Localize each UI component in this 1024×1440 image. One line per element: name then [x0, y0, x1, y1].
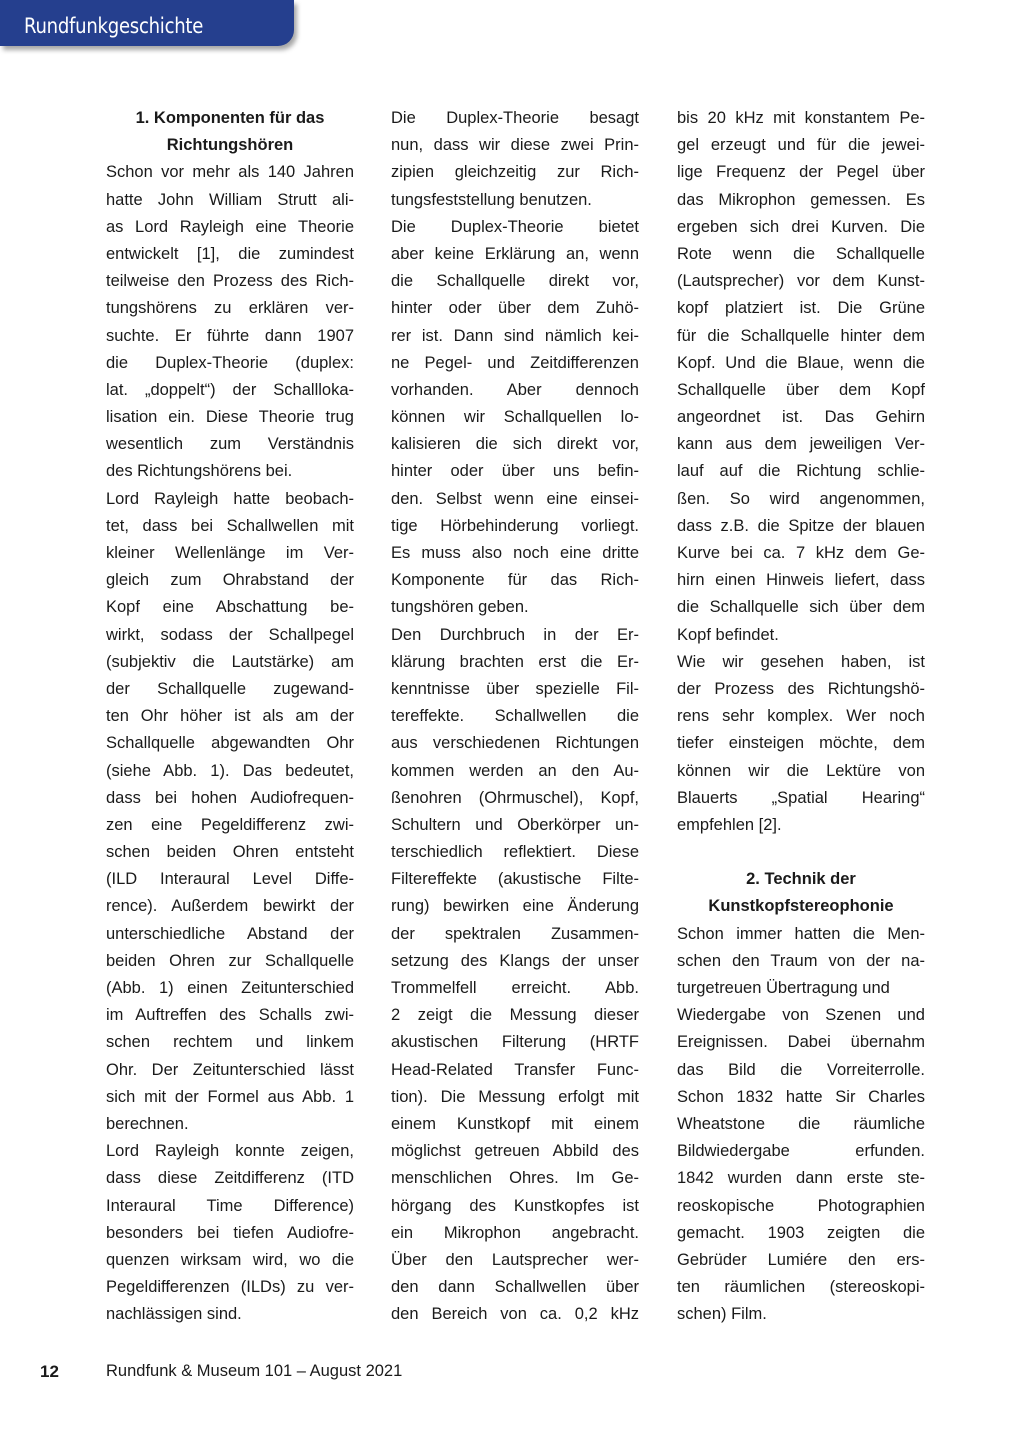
text-line: bis 20 kHz mit konstantem Pe- — [677, 109, 925, 127]
text-line: ßenohren (Ohrmuschel), Kopf, — [391, 788, 639, 807]
text-line: Kopf. Und die Blaue, wenn die — [677, 353, 925, 372]
text-line: tige Hörbehinderung vorliegt. — [391, 516, 639, 535]
text-line: hinter oder über uns befin- — [391, 462, 639, 481]
text-line: terschiedlich reflektiert. Diese — [391, 843, 639, 862]
text-line: tet, dass bei Schallwellen mit — [106, 516, 354, 535]
page-number: 12 — [40, 1362, 59, 1381]
text-line: rens sehr komplex. Wer noch — [677, 707, 925, 726]
text-line: (ILD Interaural Level Diffe- — [106, 870, 354, 889]
text-line: schen beiden Ohren entsteht — [106, 843, 354, 862]
publication-info: Rundfunk & Museum 101 – August 2021 — [106, 1362, 403, 1380]
text-line: as Lord Rayleigh eine Theorie — [106, 217, 354, 236]
text-line: gemacht. 1903 zeigten die — [677, 1223, 925, 1242]
text-line: gleich zum Ohrabstand der — [106, 571, 354, 590]
text-line: für die Schallquelle hinter dem — [677, 326, 925, 345]
text-line: tungshörens zu erklären ver- — [106, 299, 354, 318]
text-line: tereffekte. Schallwellen die — [391, 707, 639, 726]
text-line: Den Durchbruch in der Er- — [391, 625, 639, 644]
text-line: Bildwiedergabe erfunden. — [677, 1142, 925, 1161]
text-line: Kopf befindet. — [677, 625, 779, 644]
text-line: Schallquelle über dem Kopf — [677, 380, 925, 399]
text-line: Kopf eine Abschattung be- — [106, 598, 354, 617]
text-line: hinter oder über dem Zuhö- — [391, 299, 639, 318]
text-line: lisation ein. Diese Theorie trug — [106, 408, 354, 427]
text-line: tion). Die Messung erfolgt mit — [391, 1087, 639, 1106]
text-line: setzung des Klangs der unser — [391, 951, 639, 970]
text-line: Ereignissen. Dabei übernahm — [677, 1033, 925, 1052]
section-heading-line: Richtungshören — [166, 136, 294, 155]
text-line: Über den Lautsprecher wer- — [391, 1250, 639, 1269]
text-line: Schon vor mehr als 140 Jahren — [106, 163, 354, 182]
text-line: Gebrüder Lumiére den ers- — [677, 1250, 925, 1269]
text-line: einem Kunstkopf mit einem — [391, 1114, 639, 1133]
text-line: des Richtungshörens bei. — [106, 462, 293, 481]
text-line: der spektralen Zusammen- — [391, 924, 639, 943]
text-line: sich mit der Formel aus Abb. 1 — [106, 1087, 354, 1106]
text-line: die Schallquelle direkt vor, — [391, 272, 639, 291]
text-line: 1842 wurden dann erste ste- — [677, 1169, 925, 1188]
text-line: Die Duplex-Theorie bietet — [391, 217, 639, 236]
text-line: lige Frequenz der Pegel über — [677, 163, 925, 182]
text-line: schen rechtem und linkem — [106, 1033, 354, 1052]
text-line: angeordnet ist. Das Gehirn — [677, 408, 925, 427]
text-line: 2 zeigt die Messung dieser — [391, 1006, 639, 1025]
text-line: lauf auf die Richtung schlie- — [677, 462, 925, 481]
text-line: die Schallquelle sich über dem — [677, 598, 925, 617]
text-line: dass z.B. die Spitze der blauen — [677, 516, 925, 535]
text-line: lat. „doppelt“) der Schalllokа- — [106, 380, 354, 399]
text-line: dass bei hohen Audiofrequen- — [106, 788, 354, 807]
text-line: Schallquelle abgewandten Ohr — [106, 734, 354, 753]
text-line: beiden Ohren zur Schallquelle — [106, 951, 354, 970]
text-line: Blauerts „Spatial Hearing“ — [677, 788, 925, 807]
text-line: kalisieren die sich direkt vor, — [391, 435, 639, 454]
text-line: der Prozess des Richtungshö- — [677, 679, 925, 698]
text-line: (siehe Abb. 1). Das bedeutet, — [106, 761, 354, 780]
text-line: rung) bewirken eine Änderung — [391, 897, 639, 916]
text-line: tiefer einsteigen möchte, dem — [677, 734, 925, 753]
text-line: aber keine Erklärung an, wenn — [391, 244, 639, 263]
text-line: Wie wir gesehen haben, ist — [677, 652, 925, 671]
text-column-1 — [106, 105, 354, 1328]
section-heading-line: 1. Komponenten für das — [135, 109, 325, 127]
text-line: den. Selbst wenn eine einsei- — [391, 489, 639, 508]
text-line: schen den Traum von der na- — [677, 951, 925, 970]
text-line: turgetreuen Übertragung und — [677, 979, 890, 997]
text-line: (Lautsprecher) vor dem Kunst- — [677, 272, 925, 291]
text-line: Komponente für das Rich- — [391, 571, 639, 590]
text-line: Pegeldifferenzen (ILDs) zu ver- — [106, 1278, 354, 1297]
text-line: das Bild die Vorreiterrolle. — [677, 1060, 925, 1079]
text-line: schen) Film. — [677, 1305, 767, 1324]
text-line: zen eine Pegeldifferenz zwi- — [106, 815, 354, 834]
text-line: Schultern und Oberkörper un- — [391, 815, 639, 834]
text-line: rence). Außerdem bewirkt der — [106, 897, 354, 916]
text-line: wesentlich zum Verständnis — [106, 435, 354, 454]
section-heading-line: Kunstkopfstereophonie — [708, 897, 894, 916]
text-column-3 — [677, 105, 925, 1328]
text-line: menschlichen Ohres. Im Ge- — [391, 1169, 639, 1188]
text-line: Ohr. Der Zeitunterschied lässt — [106, 1060, 354, 1079]
text-line: reoskopische Photographien — [677, 1196, 925, 1215]
text-line: rer ist. Dann sind nämlich kei- — [391, 326, 639, 345]
text-line: ten räumlichen (stereoskopi- — [677, 1278, 925, 1297]
text-line: suchte. Er führte dann 1907 — [106, 326, 354, 345]
text-line: akustischen Filterung (HRTF — [391, 1033, 639, 1052]
text-line: quenzen wirksam wird, wo die — [106, 1250, 354, 1269]
text-line: das Mikrophon gemessen. Es — [677, 190, 925, 209]
text-line: (Abb. 1) einen Zeitunterschied — [106, 979, 354, 997]
text-line: nachlässigen sind. — [106, 1305, 242, 1324]
text-line: ten Ohr höher ist als am der — [106, 707, 354, 726]
text-line: berechnen. — [106, 1114, 189, 1133]
text-line: Es muss also noch eine dritte — [391, 544, 639, 562]
text-line: Rote wenn die Schallquelle — [677, 244, 925, 263]
text-line: aus verschiedenen Richtungen — [391, 734, 639, 753]
blank-line — [677, 839, 925, 866]
text-line: unterschiedliche Abstand der — [106, 924, 354, 943]
text-line: ergeben sich drei Kurven. Die — [677, 217, 925, 236]
text-line: Wheatstone die räumliche — [677, 1114, 925, 1133]
text-line: Schon immer hatten die Men- — [677, 924, 925, 943]
text-line: tungsfeststellung benutzen. — [391, 190, 592, 209]
text-line: tungshören geben. — [391, 598, 529, 617]
text-line: können wir die Lektüre von — [677, 761, 925, 780]
text-line: Filtereffekte (akustische Filte- — [391, 870, 639, 889]
text-line: besonders bei tiefen Audiofre- — [106, 1223, 354, 1242]
text-line: vorhanden. Aber dennoch — [391, 380, 639, 399]
text-line: teilweise den Prozess des Rich- — [106, 272, 354, 291]
section-header-tab — [0, 0, 294, 46]
text-line: ein Mikrophon angebracht. — [391, 1223, 639, 1242]
text-line: hirn einen Hinweis liefert, dass — [677, 571, 925, 590]
text-line: dass diese Zeitdifferenz (ITD — [106, 1169, 354, 1188]
text-line: kann aus dem jeweiligen Ver- — [677, 435, 925, 454]
text-line: entwickelt [1], die zumindest — [106, 244, 354, 263]
text-line: nun, dass wir diese zwei Prin- — [391, 136, 639, 155]
section-title: Rundfunkgeschichte — [24, 14, 204, 38]
text-line: Schon 1832 hatte Sir Charles — [677, 1087, 925, 1106]
text-line: Lord Rayleigh konnte zeigen, — [106, 1142, 354, 1161]
text-line: Die Duplex-Theorie besagt — [391, 109, 639, 127]
text-line: kleiner Wellenlänge im Ver- — [106, 544, 354, 562]
text-line: gel erzeugt und für die jewei- — [677, 136, 925, 155]
text-line: Interaural Time Difference) — [106, 1196, 354, 1215]
text-line: hatte John William Strutt ali- — [106, 190, 354, 209]
text-line: möglichst getreuen Abbild des — [391, 1142, 639, 1161]
text-line: Lord Rayleigh hatte beobach- — [106, 489, 354, 508]
text-line: Trommelfell erreicht. Abb. — [391, 979, 639, 997]
text-line: ne Pegel- und Zeitdifferenzen — [391, 353, 639, 372]
text-line: wirkt, sodass der Schallpegel — [106, 625, 354, 644]
text-line: Wiedergabe von Szenen und — [677, 1006, 925, 1025]
text-line: (subjektiv die Lautstärke) am — [106, 652, 354, 671]
section-heading-line: 2. Technik der — [746, 870, 856, 889]
text-line: kopf platziert ist. Die Grüne — [677, 299, 925, 318]
text-line: kenntnisse über spezielle Fil- — [391, 679, 639, 698]
text-line: im Auftreffen des Schalls zwi- — [106, 1006, 354, 1025]
text-line: empfehlen [2]. — [677, 815, 782, 834]
text-line: die Duplex-Theorie (duplex: — [106, 353, 354, 372]
text-line: Kurve bei ca. 7 kHz dem Ge- — [677, 544, 925, 562]
text-line: kommen werden an den Au- — [391, 761, 639, 780]
text-line: der Schallquelle zugewand- — [106, 679, 354, 698]
text-line: hörgang des Kunstkopfes ist — [391, 1196, 639, 1215]
text-line: den Bereich von ca. 0,2 kHz — [391, 1305, 639, 1324]
text-line: den dann Schallwellen über — [391, 1278, 639, 1297]
text-line: klärung brachten erst die Er- — [391, 652, 639, 671]
text-line: zipien gleichzeitig zur Rich- — [391, 163, 639, 182]
text-column-2 — [391, 105, 639, 1328]
text-line: Head-Related Transfer Func- — [391, 1060, 639, 1079]
text-line: ßen. So wird angenommen, — [677, 489, 925, 508]
text-line: können wir Schallquellen lo- — [391, 408, 639, 427]
